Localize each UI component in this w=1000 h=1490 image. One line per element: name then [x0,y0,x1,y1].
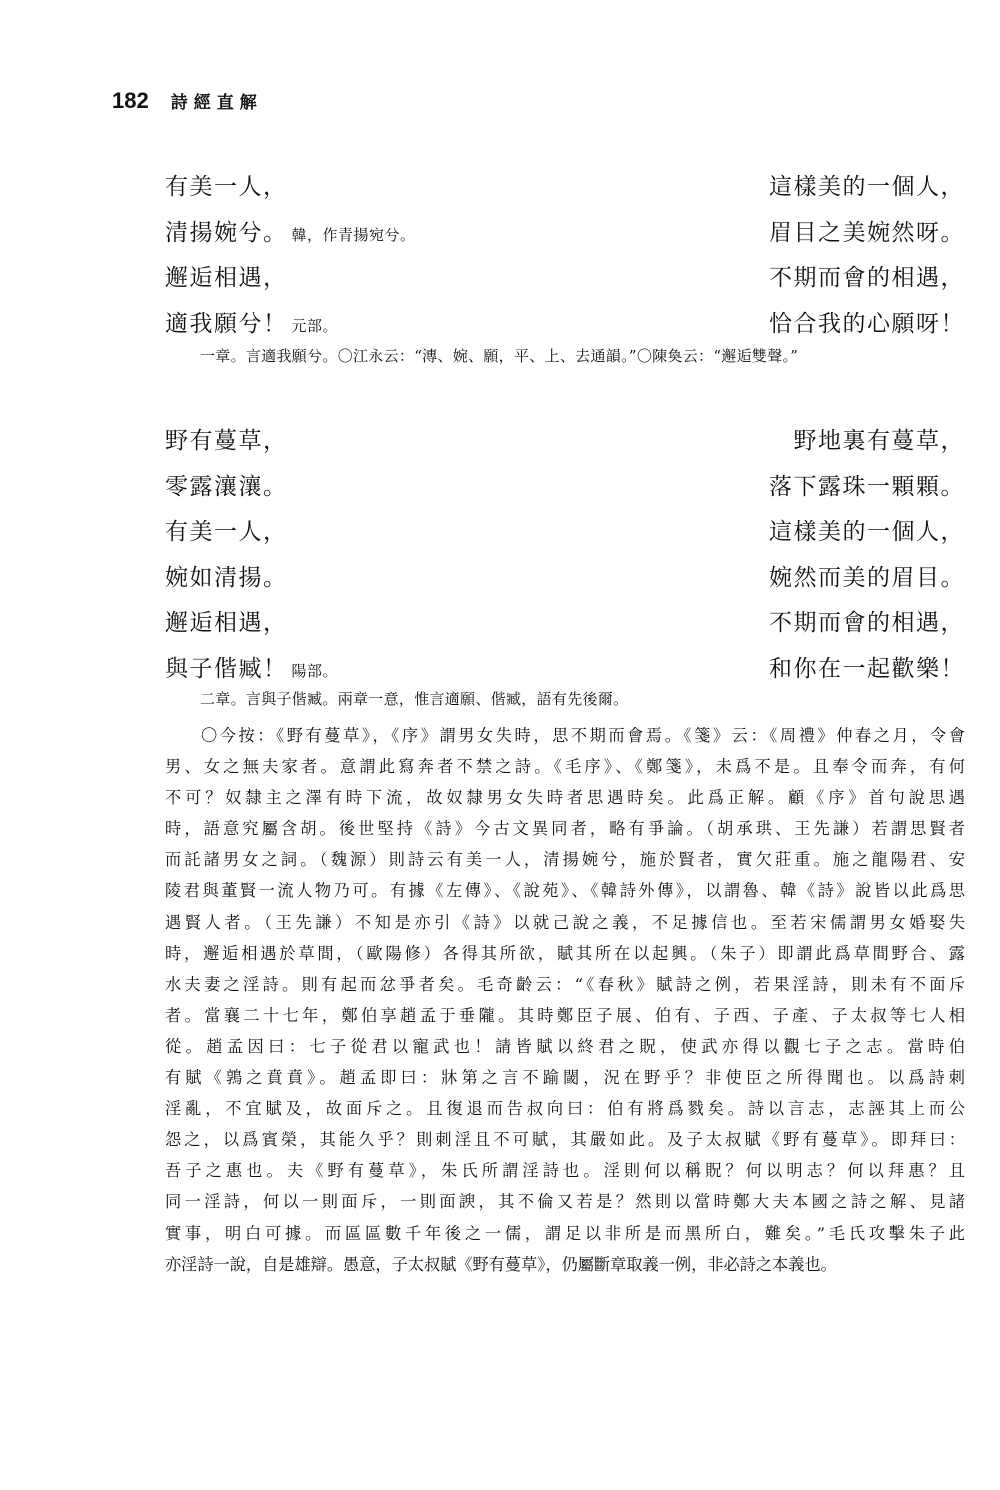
translation-line: 不期而會的相遇， [769,610,965,636]
poem-line [165,214,965,260]
commentary-line: 時，語意究屬含胡。後世堅持《詩》今古文異同者，略有爭論。（胡承珙、王先謙）若謂思賢者 [165,819,965,839]
translation-line: 野地裏有蔓草， [793,428,965,454]
original-line: 有美一人， [165,174,288,200]
commentary-line: 亦淫詩一說，自是雄辯。愚意，子太叔賦《野有蔓草》，仍屬斷章取義一例，非必詩之本義也。 [165,1254,837,1274]
line-note: 陽部。 [291,661,339,680]
commentary-line: 男、女之無夫家者。意謂此寫奔者不禁之詩。《毛序》、《鄭箋》，未爲不是。且奉令而奔，有何 [165,757,965,777]
poem-line [165,168,965,214]
commentary-line: 同一淫詩，何以一則面斥，一則面諛，其不倫又若是？然則以當時鄭大夫本國之詩之解、見諸 [165,1192,965,1212]
translation-line: 和你在一起歡樂！ [769,655,965,682]
translation-line: 這樣美的一個人， [769,174,965,200]
commentary-line: 時，邂逅相遇於草間，（歐陽修）各得其所欲，賦其所在以起興。（朱子）即謂此爲草間野合、露 [165,943,965,963]
line-note: 元部。 [291,316,339,335]
commentary [165,720,965,1280]
poem-line [165,422,965,468]
translation-line: 這樣美的一個人， [769,519,965,545]
poem-line [165,513,965,559]
commentary-line: 水夫妻之淫詩。則有起而忿爭者矣。毛奇齡云：“《春秋》賦詩之例，若果淫詩，則未有不面斥 [165,974,965,994]
original-line: 適我願兮！ 元部。 [165,310,339,337]
original-line: 清揚婉兮。 韓，作青揚宛兮。 [165,219,416,246]
translation-line: 婉然而美的眉目。 [769,564,965,591]
poem-line [165,468,965,514]
poem-line [165,259,965,305]
commentary-line: 吾子之惠也。夫《野有蔓草》，朱氏所謂淫詩也。淫則何以稱貺？何以明志？何以拜惠？且 [165,1161,965,1181]
poem-line [165,604,965,650]
original-line: 邂逅相遇， [165,265,288,291]
translation-line: 不期而會的相遇， [769,265,965,291]
commentary-line: 〇今按：《野有蔓草》，《序》謂男女失時，思不期而會焉。《箋》云：《周禮》仲春之月，令會 [201,726,965,745]
chapter-note-one: 一章。言適我願兮。〇江永云：“漙、婉、願，平、上、去通韻。”〇陳奐云：“邂逅雙聲。” [200,347,799,365]
original-line: 邂逅相遇， [165,610,288,636]
chapter-note-two: 二章。言與子偕臧。兩章一意，惟言適願、偕臧，語有先後爾。 [200,690,629,708]
page-number: 182 [112,88,149,113]
commentary-line: 怨之，以爲賓榮，其能久乎？則刺淫且不可賦，其嚴如此。及子太叔賦《野有蔓草》。即拜曰： [165,1130,965,1150]
commentary-line: 有賦《鶉之賁賁》。趙孟即曰：牀第之言不踰閾，況在野乎？非使臣之所得聞也。以爲詩刺 [165,1068,965,1088]
page-header [112,88,263,114]
commentary-line: 遇賢人者。（王先謙）不知是亦引《詩》以就己說之義，不足據信也。至若宋儒謂男女婚娶失 [165,912,965,932]
commentary-line: 實事，明白可據。而區區數千年後之一儒，謂足以非所是而黑所白，難矣。”毛氏攻擊朱子此 [165,1223,965,1243]
book-title: 詩經直解 [170,93,263,113]
commentary-line: 而託諸男女之詞。（魏源）則詩云有美一人，清揚婉兮，施於賢者，實欠莊重。施之龍陽君、安 [165,850,965,870]
commentary-line: 陵君與董賢一流人物乃可。有據《左傳》、《說苑》、《韓詩外傳》，以謂魯、韓《詩》說皆以此爲思 [165,881,965,901]
commentary-line: 從。趙孟因曰：七子從君以寵武也！請皆賦以終君之貺，使武亦得以觀七子之志。當時伯 [165,1036,965,1056]
original-line: 與子偕臧！ 陽部。 [165,655,339,682]
original-line: 零露瀼瀼。 [165,473,288,500]
poem-line [165,559,965,605]
poem-line [165,305,965,351]
translation-line: 落下露珠一顆顆。 [769,473,965,500]
original-line: 野有蔓草， [165,428,288,454]
commentary-line: 淫亂，不宜賦及，故面斥之。且復退而告叔向曰：伯有將爲戮矣。詩以言志，志誣其上而公 [165,1099,965,1119]
line-note: 韓，作青揚宛兮。 [291,225,416,244]
translation-line: 恰合我的心願呀！ [769,310,965,337]
original-line: 有美一人， [165,519,288,545]
commentary-line: 者。當襄二十七年，鄭伯享趙孟于垂隴。其時鄭臣子展、伯有、子西、子產、子太叔等七人相 [165,1005,965,1025]
commentary-line: 不可？奴隸主之澤有時下流，故奴隸男女失時者思遇時矣。此爲正解。顧《序》首句說思遇 [165,788,965,808]
original-line: 婉如清揚。 [165,564,288,591]
stanza-one [165,168,965,350]
stanza-two [165,422,965,695]
translation-line: 眉目之美婉然呀。 [769,219,965,246]
